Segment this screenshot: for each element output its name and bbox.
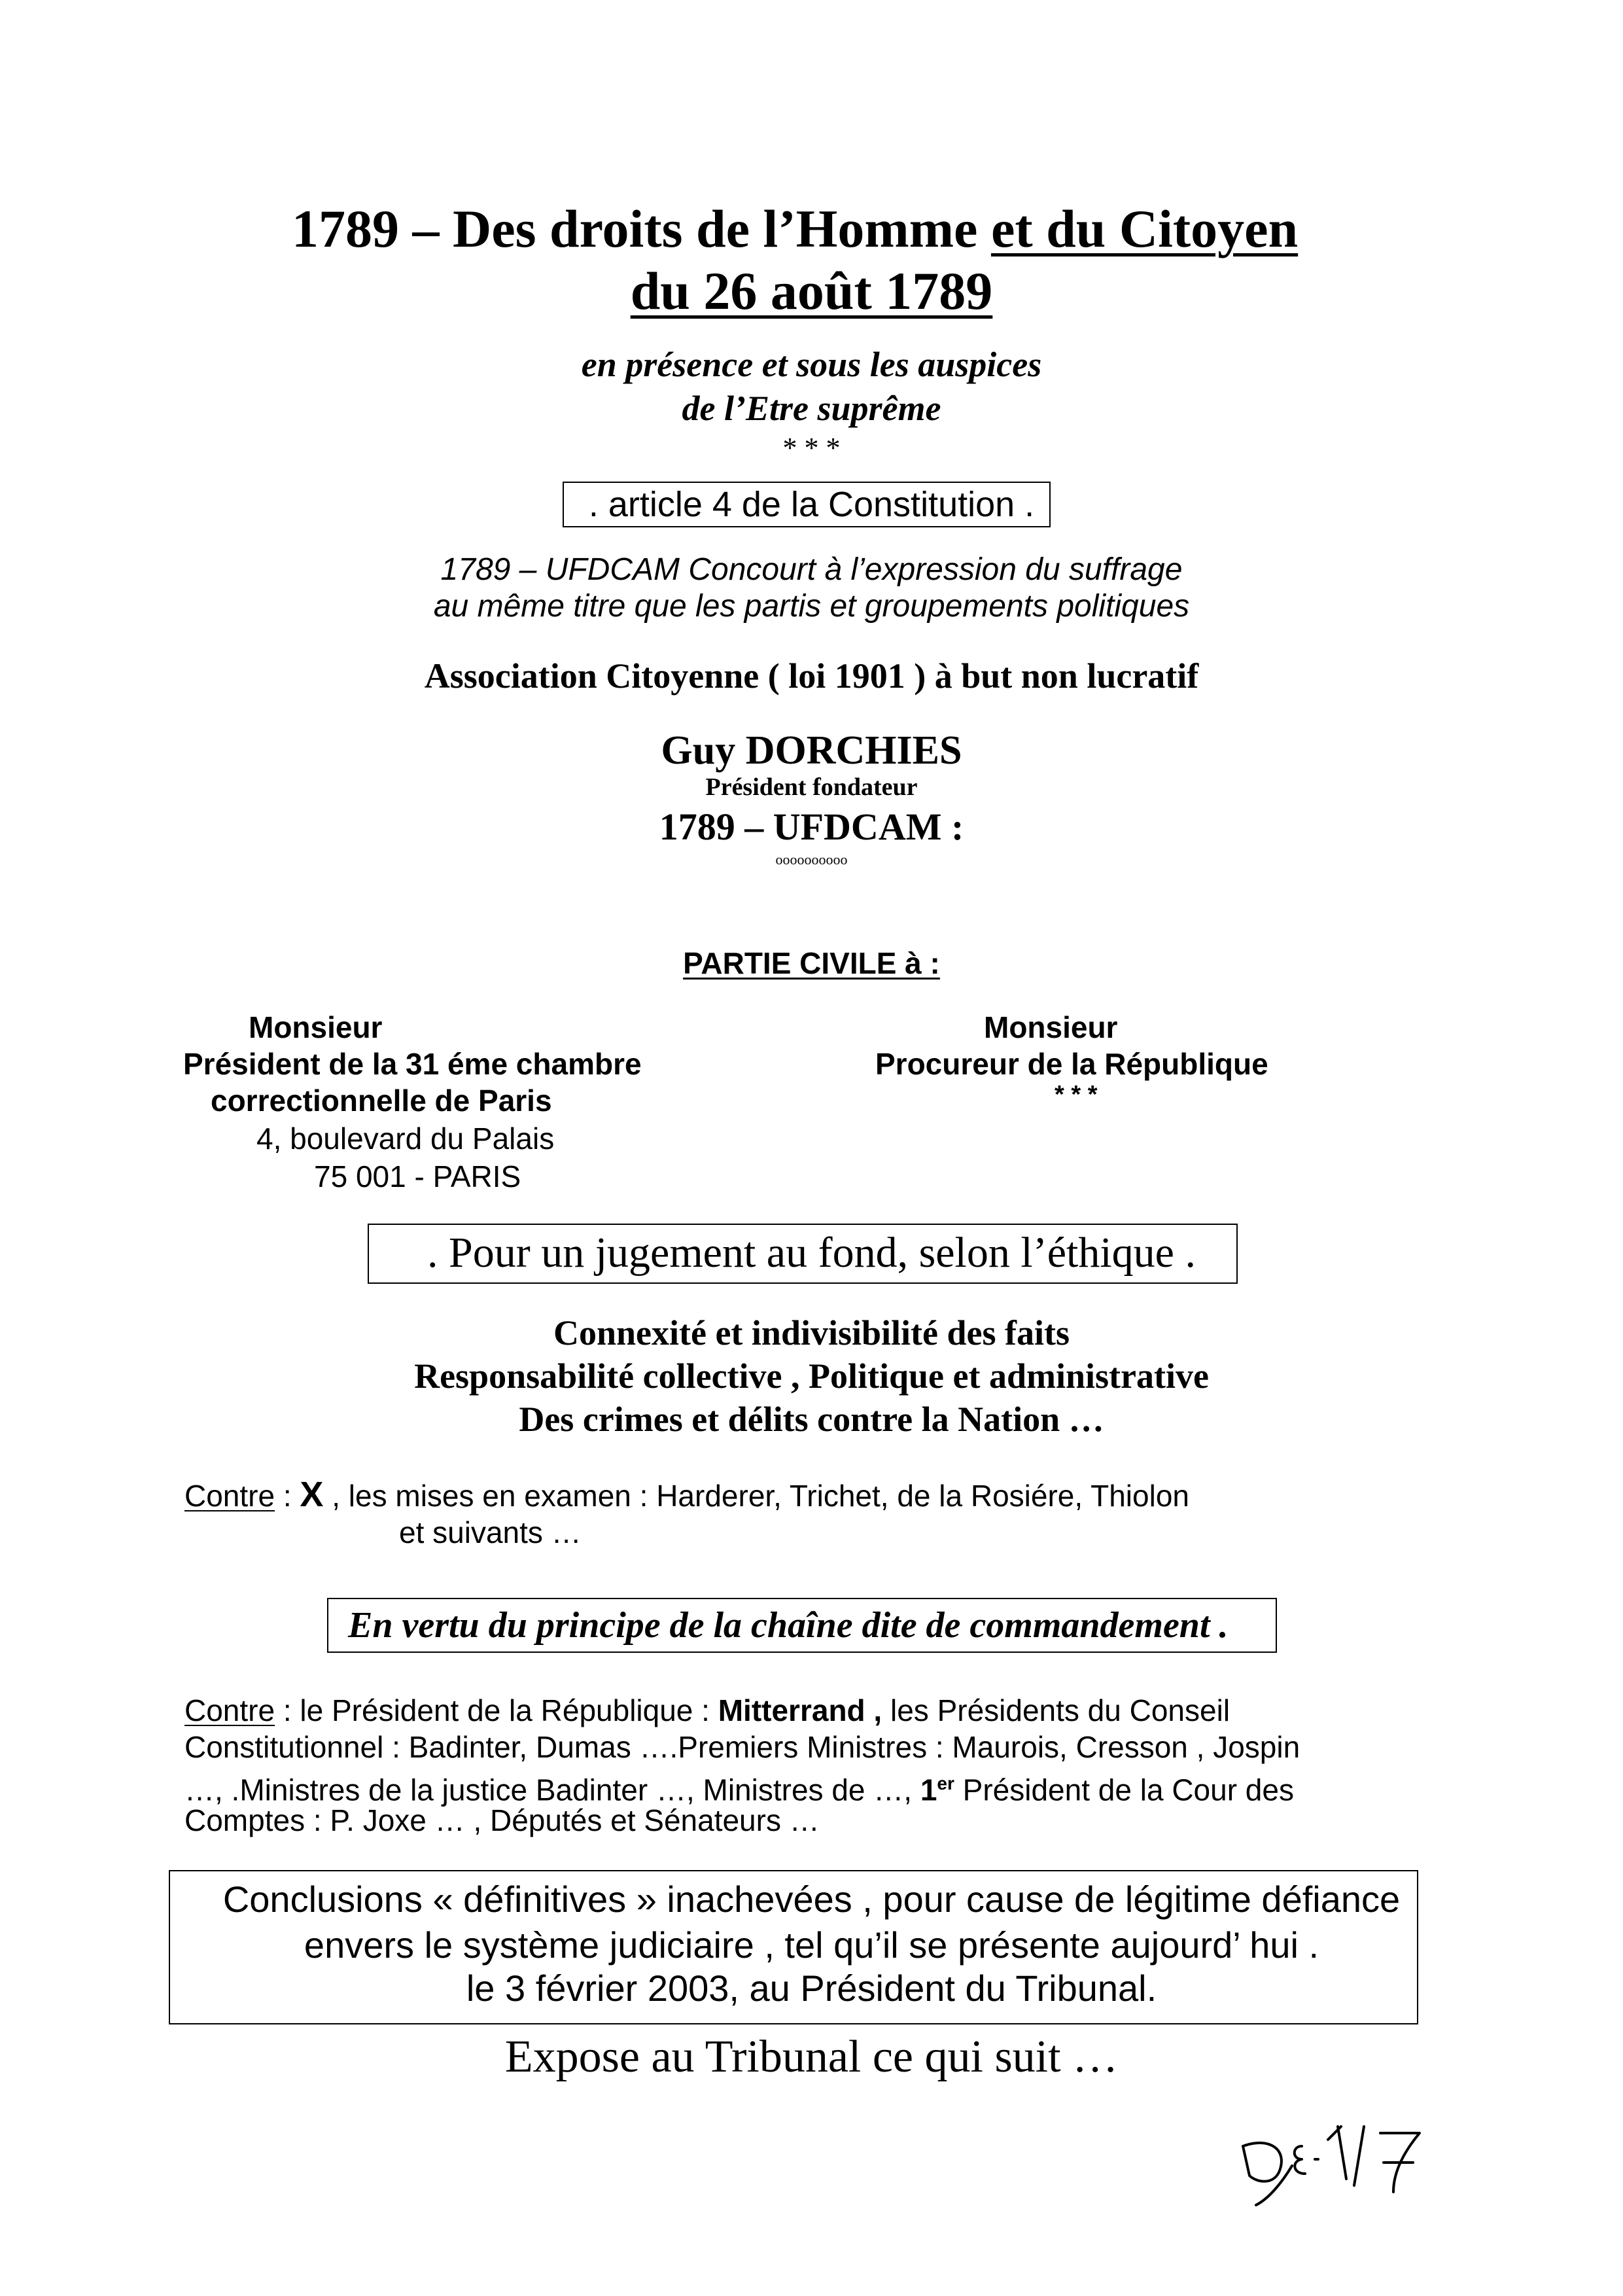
contre-mises-en-examen <box>184 1476 1189 1514</box>
addressee-right-role: Procureur de la République <box>875 1047 1268 1081</box>
addressee-left-city: 75 001 - PARIS <box>314 1159 521 1193</box>
contre2-text-a: : le Président de la République : <box>275 1693 718 1727</box>
facts-line1: Connexité et indivisibilité des faits <box>553 1313 1070 1352</box>
association-line: Association Citoyenne ( loi 1901 ) à but non lucratif <box>424 656 1199 696</box>
addressee-right-title: Monsieur <box>984 1010 1118 1044</box>
judgement-box-text: . Pour un jugement au fond, selon l’éthique . <box>427 1229 1196 1277</box>
contre2-mitterrand: Mitterrand , <box>718 1693 882 1727</box>
partie-civile-heading <box>0 945 1623 981</box>
conclusions-line1: Conclusions « définitives » inachevées , pour cause de légitime défiance <box>222 1879 1401 1920</box>
article-box-text: . article 4 de la Constitution . <box>588 485 1035 524</box>
contre-label: Contre <box>184 1479 275 1513</box>
contre2-label: Contre <box>184 1693 275 1727</box>
contre2-first: 1 <box>920 1773 937 1807</box>
commandement-text: En vertu du principe de la chaîne dite de commandement . <box>348 1605 1229 1646</box>
addressee-left-street: 4, boulevard du Palais <box>256 1122 555 1156</box>
contre-x: X <box>300 1475 324 1514</box>
contre-colon: : <box>275 1479 300 1513</box>
handwritten-page-mark <box>1230 2100 1492 2212</box>
closing-line: Expose au Tribunal ce qui suit … <box>504 2032 1119 2082</box>
president-role: Président fondateur <box>705 773 918 801</box>
title-part-2: et du Citoyen <box>990 199 1299 258</box>
document-title-line1 <box>292 196 1298 262</box>
addressee-left-role: Président de la 31 éme chambre <box>183 1047 642 1081</box>
contre-list: , les mises en examen : Harderer, Trichet, de la Rosiére, Thiolon <box>323 1479 1189 1513</box>
title-part-1: 1789 – Des droits de l’Homme <box>292 199 991 258</box>
president-name: Guy DORCHIES <box>661 728 962 773</box>
contre2-line4: Comptes : P. Joxe … , Députés et Sénateurs … <box>184 1803 820 1837</box>
subtitle-line1: en présence et sous les auspices <box>581 345 1042 384</box>
contre2-line3-b: Président de la Cour des <box>954 1773 1294 1807</box>
contre2-first-sup: er <box>937 1773 954 1793</box>
addressee-left-chamber: correctionnelle de Paris <box>211 1084 552 1118</box>
partie-civile-label: PARTIE CIVILE à : <box>683 946 940 980</box>
president-org: 1789 – UFDCAM : <box>659 805 964 848</box>
subtitle-line2: de l’Etre suprême <box>682 389 941 428</box>
addressee-left-title: Monsieur <box>249 1010 383 1044</box>
document-title-line2 <box>0 258 1623 324</box>
conclusions-line3: le 3 février 2003, au Président du Tribunal. <box>466 1968 1157 2009</box>
contre-suivants: et suivants … <box>399 1515 582 1549</box>
stars-separator: * * * <box>782 432 841 464</box>
facts-line2: Responsabilité collective , Politique et administrative <box>414 1356 1209 1396</box>
facts-line3: Des crimes et délits contre la Nation … <box>519 1400 1104 1439</box>
contre2-text-c: les Présidents du Conseil <box>882 1693 1230 1727</box>
conclusions-line2: envers le système judiciaire , tel qu’il se présente aujourd’ hui . <box>304 1924 1319 1966</box>
contre2-line3-a: …, .Ministres de la justice Badinter …, Ministres de …, <box>184 1773 920 1807</box>
addressee-right-stars: * * * <box>1055 1081 1098 1108</box>
mission-line2: au même titre que les partis et groupements politiques <box>433 589 1190 624</box>
mission-line1: 1789 – UFDCAM Concourt à l’expression du suffrage <box>440 552 1183 587</box>
contre2-line2: Constitutionnel : Badinter, Dumas ….Premiers Ministres : Maurois, Cresson , Jospin <box>184 1730 1300 1764</box>
ornament: oooooooooo <box>775 851 848 868</box>
contre2-line1 <box>184 1692 1230 1729</box>
title-date: du 26 août 1789 <box>630 261 993 321</box>
